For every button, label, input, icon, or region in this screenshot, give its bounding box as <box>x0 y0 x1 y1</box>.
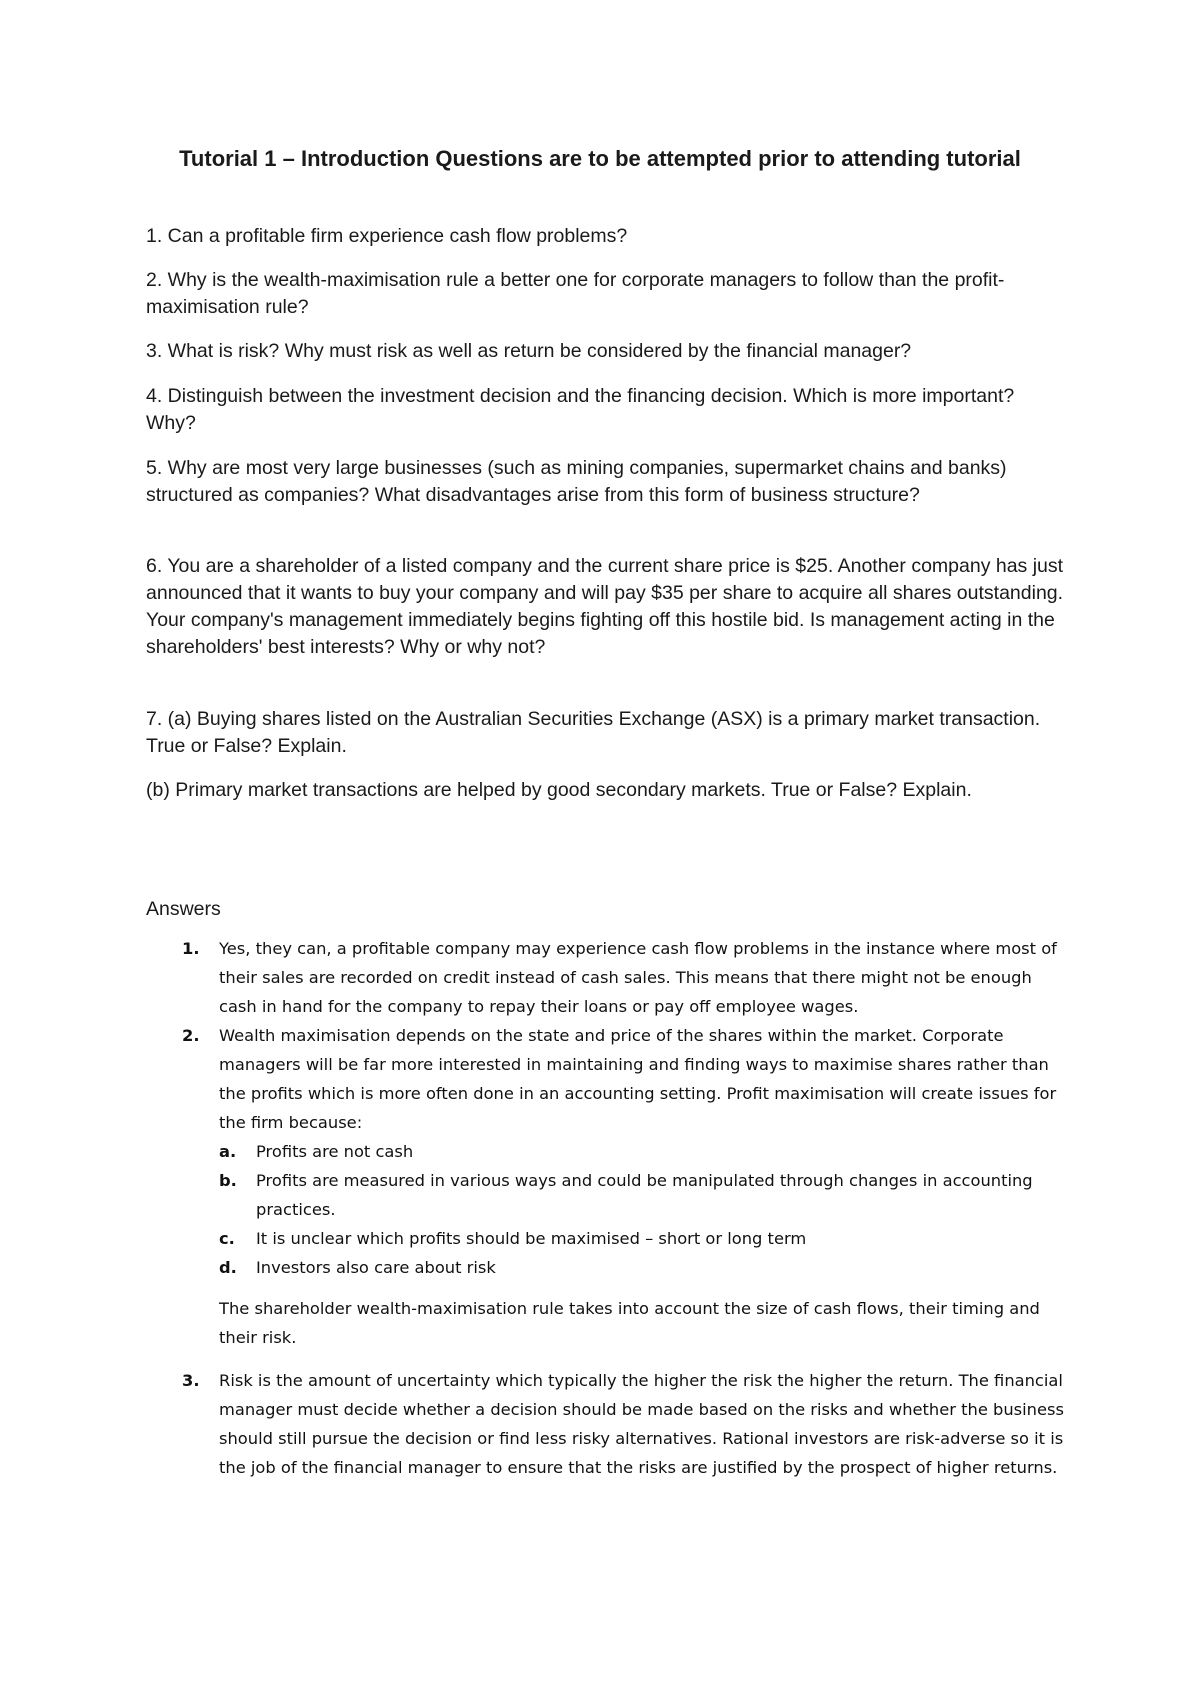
sub-item-text: Profits are not cash <box>256 1142 414 1161</box>
answers-heading: Answers <box>146 898 221 920</box>
answer-note: The shareholder wealth-maximisation rule takes into account the size of cash flows, their timing and their risk. <box>219 1299 1040 1347</box>
answer-number: 1. <box>182 939 200 958</box>
answer-item-3 <box>146 1366 1066 1482</box>
sub-item-letter: d. <box>219 1258 237 1277</box>
question-7b: (b) Primary market transactions are helped by good secondary markets. True or False? Explain. <box>146 779 972 801</box>
sub-item-c <box>219 1224 1066 1253</box>
answer-number: 2. <box>182 1026 200 1045</box>
sub-item-letter: a. <box>219 1142 237 1161</box>
question-3: 3. What is risk? Why must risk as well as return be considered by the financial manager? <box>146 340 912 362</box>
answer-number: 3. <box>182 1371 200 1390</box>
sub-item-letter: c. <box>219 1229 235 1248</box>
question-4: 4. Distinguish between the investment decision and the financing decision. Which is more important? Why? <box>146 385 1015 434</box>
sub-item-letter: b. <box>219 1171 237 1190</box>
page-title: Tutorial 1 – Introduction Questions are to be attempted prior to attending tutorial <box>179 146 1021 171</box>
sub-item-text: Profits are measured in various ways and could be manipulated through changes in accounting practices. <box>256 1171 1033 1219</box>
question-7a: 7. (a) Buying shares listed on the Australian Securities Exchange (ASX) is a primary market transaction. True or False? Explain. <box>146 708 1041 757</box>
answers-list <box>146 934 1066 1482</box>
answer-text: Risk is the amount of uncertainty which typically the higher the risk the higher the return. The financial manager must decide whether a decision should be made based on the risks and whether the business should still pursue the decision or find less risky alternatives. Rational investors are risk-adverse so it is the job of the financial manager to ensure that the risks are justified by the prospect of higher returns. <box>219 1371 1064 1477</box>
answer-text: Wealth maximisation depends on the state and price of the shares within the market. Corporate managers will be far more interested in maintaining and finding ways to maximise shares rather than the profits which is more often done in an accounting setting. Profit maximisation will create issues for the firm because: <box>219 1026 1057 1132</box>
answer-item-1 <box>146 934 1066 1021</box>
question-1: 1. Can a profitable firm experience cash flow problems? <box>146 225 628 247</box>
sub-item-text: Investors also care about risk <box>256 1258 496 1277</box>
question-5: 5. Why are most very large businesses (such as mining companies, supermarket chains and banks) structured as companies? What disadvantages arise from this form of business structure? <box>146 457 1007 506</box>
answer-text: Yes, they can, a profitable company may experience cash flow problems in the instance where most of their sales are recorded on credit instead of cash sales. This means that there might not be enough cash in hand for the company to repay their loans or pay off employee wages. <box>219 939 1057 1016</box>
sub-item-b <box>219 1166 1066 1224</box>
sub-item-d <box>219 1253 1066 1282</box>
answer-sub-list <box>219 1137 1066 1282</box>
sub-item-text: It is unclear which profits should be maximised – short or long term <box>256 1229 807 1248</box>
question-2: 2. Why is the wealth-maximisation rule a better one for corporate managers to follow than the profit-maximisation rule? <box>146 269 1005 318</box>
question-6: 6. You are a shareholder of a listed company and the current share price is $25. Another company has just announced that it wants to buy your company and will pay $35 per share to acquire all shares outstanding. Your company's management immediately begins fighting off this hostile bid. Is management acting in the shareholders' best interests? Why or why not? <box>146 555 1064 658</box>
answer-item-2 <box>146 1021 1066 1352</box>
sub-item-a <box>219 1137 1066 1166</box>
